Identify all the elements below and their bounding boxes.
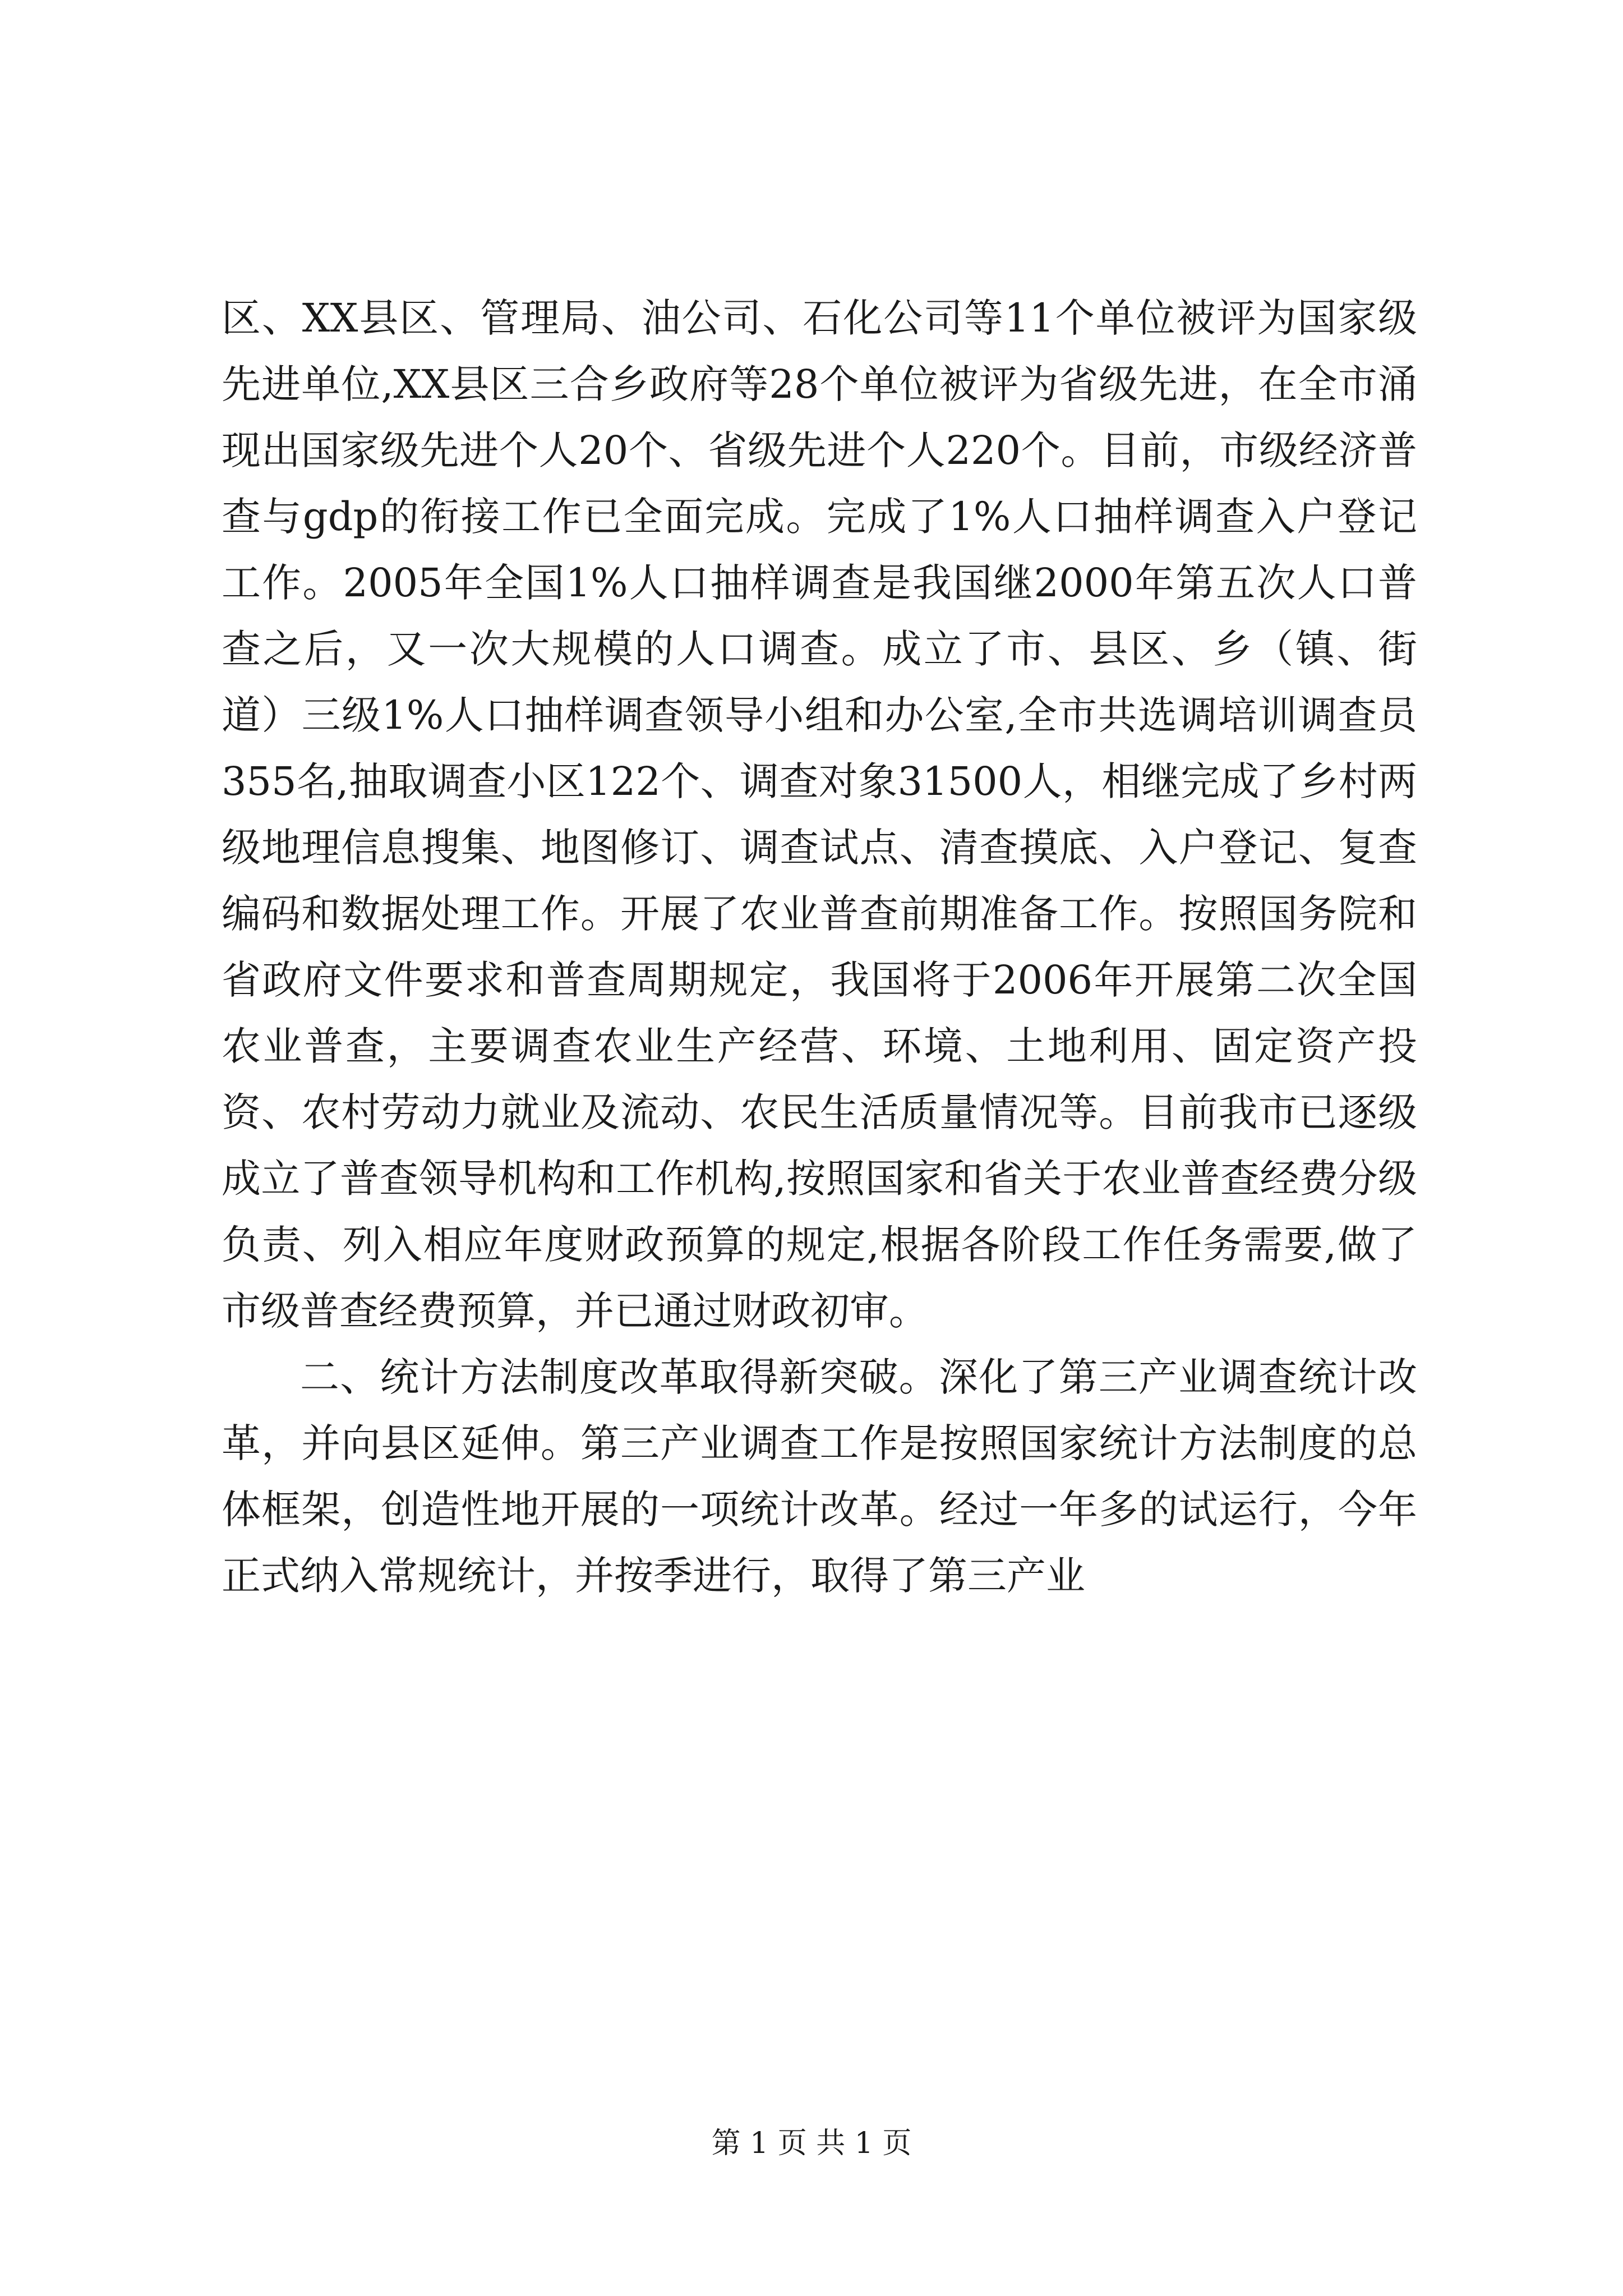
document-body xyxy=(222,285,1417,1609)
page-footer: 第 1 页 共 1 页 xyxy=(711,2127,912,2160)
paragraph-2: 二、统计方法制度改革取得新突破。深化了第三产业调查统计改革，并向县区延伸。第三产业调查工作是按照国家统计方法制度的总体框架，创造性地开展的一项统计改革。经过一年多的试运行，今年正式纳入常规统计，并按季进行，取得了第三产业 xyxy=(222,1354,1417,1599)
paragraph-1: 区、XX县区、管理局、油公司、石化公司等11个单位被评为国家级先进单位,XX县区三合乡政府等28个单位被评为省级先进，在全市涌现出国家级先进个人20个、省级先进个人220个。目前，市级经济普查与gdp的衔接工作已全面完成。完成了1%人口抽样调查入户登记工作。2005年全国1%人口抽样调查是我国继2000年第五次人口普查之后，又一次大规模的人口调查。成立了市、县区、乡（镇、街道）三级1%人口抽样调查领导小组和办公室,全市共选调培训调查员355名,抽取调查小区122个、调查对象31500人，相继完成了乡村两级地理信息搜集、地图修订、调查试点、清查摸底、入户登记、复查编码和数据处理工作。开展了农业普查前期准备工作。按照国务院和省政府文件要求和普查周期规定，我国将于2006年开展第二次全国农业普查，主要调查农业生产经营、环境、土地利用、固定资产投资、农村劳动力就业及流动、农民生活质量情况等。目前我市已逐级成立了普查领导机构和工作机构,按照国家和省关于农业普查经费分级负责、列入相应年度财政预算的规定,根据各阶段工作任务需要,做了市级普查经费预算，并已通过财政初审。 xyxy=(222,295,1418,1334)
